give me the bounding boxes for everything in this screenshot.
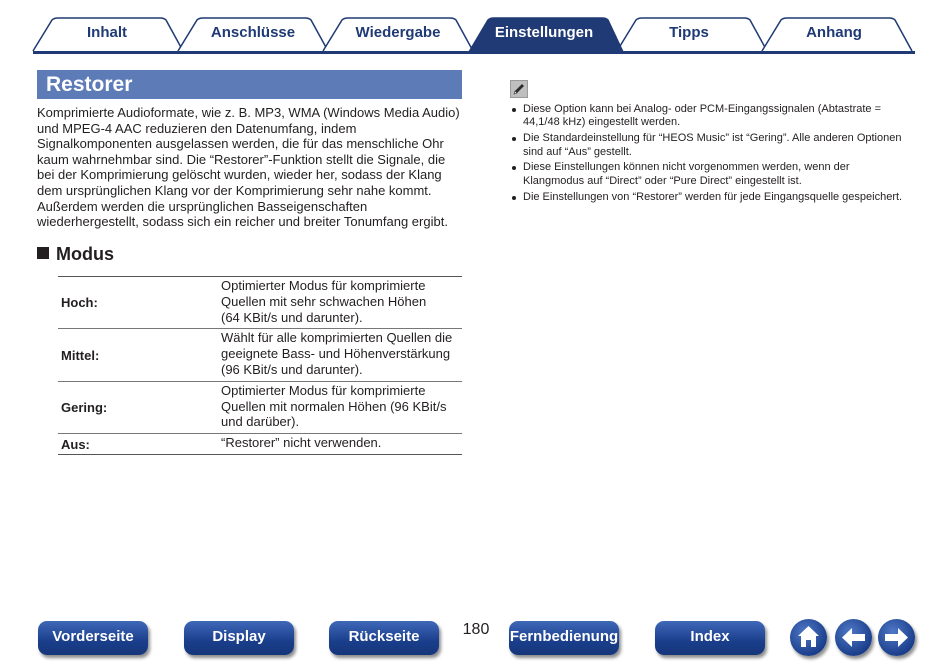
arrow-right-icon xyxy=(878,619,915,656)
intro-line: kaum wahrnehmbar sind. Die “Restorer”-Funktion stellt die Signale, die xyxy=(37,151,446,167)
intro-text xyxy=(37,105,465,230)
tab-tipps[interactable]: Tipps xyxy=(669,24,709,41)
mode-desc-line: Wählt für alle komprimierten Quellen die xyxy=(221,330,453,346)
mode-desc-line: “Restorer” nicht verwenden. xyxy=(221,435,382,451)
tab-anschluesse[interactable]: Anschlüsse xyxy=(210,24,296,41)
back-button[interactable] xyxy=(835,619,872,656)
list-item xyxy=(510,132,920,159)
arrow-left-icon xyxy=(835,619,872,656)
mode-label: Hoch: xyxy=(61,295,98,311)
mode-desc-line: Optimierter Modus für komprimierte xyxy=(221,382,426,398)
pencil-icon xyxy=(510,80,528,98)
section-title: Restorer xyxy=(37,70,462,99)
mode-desc-line: Quellen mit normalen Höhen (96 KBit/s xyxy=(221,398,447,414)
home-button[interactable] xyxy=(790,619,827,656)
mode-description xyxy=(221,277,462,328)
intro-line: Außerdem werden die ursprünglichen Basseigenschaften xyxy=(37,198,368,214)
tab-einstellungen[interactable]: Einstellungen xyxy=(494,24,594,41)
mode-label: Gering: xyxy=(61,399,108,415)
mode-label: Aus: xyxy=(61,436,90,452)
fernbedienung-button[interactable]: Fernbedienung xyxy=(509,621,619,655)
note-line: Die Einstellungen von “Restorer” werden für jede Eingangsquelle gespeichert. xyxy=(523,190,903,203)
mode-desc-line: und darüber). xyxy=(221,414,300,430)
list-item xyxy=(510,103,920,130)
index-button[interactable]: Index xyxy=(655,621,765,655)
page-number: 180 xyxy=(462,621,490,638)
rueckseite-button[interactable]: Rückseite xyxy=(329,621,439,655)
mode-desc-line: Optimierter Modus für komprimierte xyxy=(221,278,426,293)
list-item xyxy=(510,191,920,204)
notes-list xyxy=(510,103,920,206)
intro-line: Signalkomponenten ausgelassen werden, die für das menschliche Ohr xyxy=(37,136,444,152)
mode-desc-line: (96 KBit/s und darunter). xyxy=(221,361,363,377)
note-line: Diese Einstellungen können nicht vorgenommen werden, wenn der xyxy=(523,161,850,174)
modes-table xyxy=(58,276,462,455)
mode-label: Mittel: xyxy=(61,347,100,363)
table-row xyxy=(58,434,462,454)
forward-button[interactable] xyxy=(878,619,915,656)
mode-description xyxy=(221,329,462,380)
intro-line: dem ursprünglichen Klang vor der Komprimierung sehr nahe kommt. xyxy=(37,182,432,198)
display-button[interactable]: Display xyxy=(184,621,294,655)
mode-desc-line: geeignete Bass- und Höhenverstärkung xyxy=(221,346,451,362)
modus-heading-text: Modus xyxy=(56,244,114,264)
intro-line: wiederhergestellt, sodass sich ein reicher und breiter Tonumfang ergibt. xyxy=(37,214,448,230)
mode-desc-line: (64 KBit/s und darunter). xyxy=(221,309,363,325)
mode-description xyxy=(221,382,462,433)
modus-heading xyxy=(37,242,114,266)
note-line: sind auf “Aus” gestellt. xyxy=(523,145,632,158)
square-bullet-icon xyxy=(37,247,49,259)
mode-desc-line: Quellen mit sehr schwachen Höhen xyxy=(221,293,427,309)
intro-line: und MPEG-4 AAC reduzieren den Datenumfang, indem xyxy=(37,120,357,136)
tab-wiedergabe[interactable]: Wiedergabe xyxy=(355,24,441,41)
list-item xyxy=(510,161,920,188)
table-row xyxy=(58,329,462,381)
note-line: Diese Option kann bei Analog- oder PCM-Eingangssignalen (Abtastrate = xyxy=(523,103,882,115)
vorderseite-button[interactable]: Vorderseite xyxy=(38,621,148,655)
table-row xyxy=(58,382,462,434)
note-line: 44,1/48 kHz) eingestellt werden. xyxy=(523,116,681,129)
tab-anhang[interactable]: Anhang xyxy=(806,24,862,41)
tab-bar xyxy=(0,0,950,56)
note-line: Klangmodus auf “Direct” oder “Pure Direct” eingestellt ist. xyxy=(523,174,802,187)
intro-line: Komprimierte Audioformate, wie z. B. MP3, WMA (Windows Media Audio) xyxy=(37,105,460,120)
intro-line: bei der Komprimierung gelöscht wurden, wieder her, sodass der Klang xyxy=(37,167,442,183)
tab-inhalt[interactable]: Inhalt xyxy=(87,24,127,41)
note-line: Die Standardeinstellung für “HEOS Music” ist “Gering”. Alle anderen Optionen xyxy=(523,132,902,145)
home-icon xyxy=(790,619,827,656)
table-row xyxy=(58,277,462,329)
mode-description xyxy=(221,434,462,454)
